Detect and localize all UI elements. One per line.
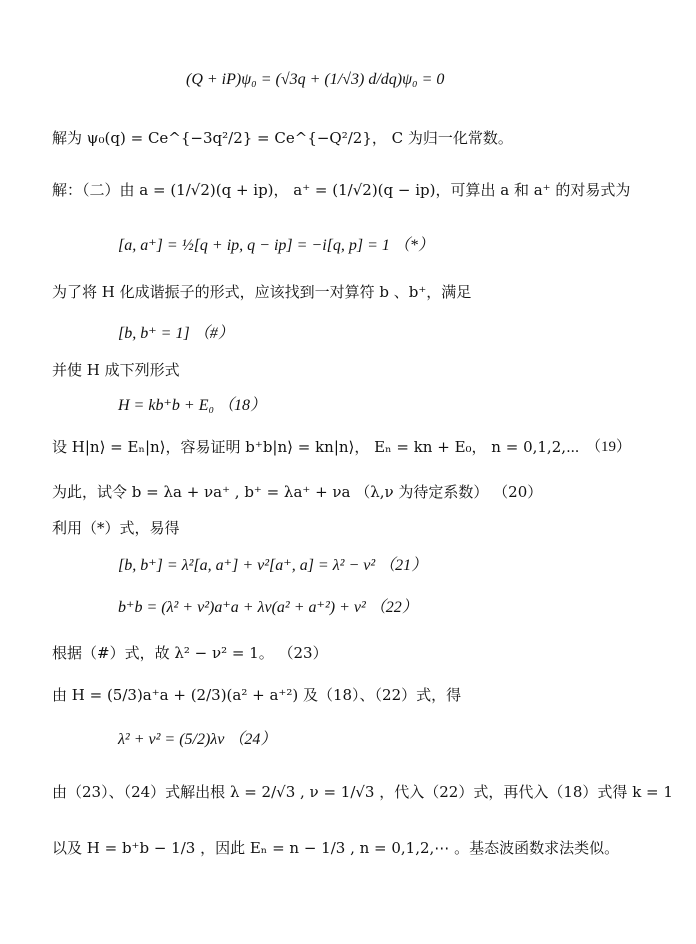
equation-b-commutator: [b, b⁺ = 1] （#） <box>118 325 234 342</box>
equation-20: 为此，试令 b = λa + νa⁺ , b⁺ = λa⁺ + νa （λ,ν 为待定系数） （20） <box>52 483 543 501</box>
equation-19-number: （19） <box>586 439 632 455</box>
equation-roots: 由（23）、（24）式解出根 λ = 2/√3 , ν = 1/√3 ，代入（22）式，再代入（18）式得 k = 1 <box>52 783 673 801</box>
equation-19: 设 H|n⟩ = Eₙ|n⟩，容易证明 b⁺b|n⟩ = kn|n⟩， Eₙ = kn + E₀， n = 0,1,2,⋯ <box>52 438 580 456</box>
text-use-star: 利用（*）式，易得 <box>52 519 180 537</box>
equation-commutator: [a, a⁺] = ½[q + ip, q − ip] = −i[q, p] = 1 （*） <box>118 237 434 254</box>
equation-24: λ² + ν² = (5/2)λν （24） <box>118 731 277 748</box>
equation-final: 以及 H = b⁺b − 1/3 ，因此 Eₙ = n − 1/3 , n = 0,1,2,⋯ 。基态波函数求法类似。 <box>52 839 620 857</box>
equation-23: 根据（#）式，故 λ² − ν² = 1。 （23） <box>52 644 328 662</box>
equation-H: 由 H = (5/3)a⁺a + (2/3)(a² + a⁺²) 及（18）、（22）式，得 <box>52 686 462 704</box>
solution2-definitions: 解：（二）由 a = (1/√2)(q + ip)， a⁺ = (1/√2)(q − ip)，可算出 a 和 a⁺ 的对易式为 <box>52 181 631 199</box>
equation-psi0: (Q + iP)ψ₀ = (√3q + (1/√3) d/dq)ψ₀ = 0 <box>186 71 445 88</box>
equation-22: b⁺b = (λ² + ν²)a⁺a + λν(a² + a⁺²) + ν² （22） <box>118 599 418 616</box>
text-oscillator: 为了将 H 化成谐振子的形式，应该找到一对算符 b 、b⁺，满足 <box>52 283 472 301</box>
equation-18: H = kb⁺b + E₀ （18） <box>118 397 267 414</box>
text-form: 并使 H 成下列形式 <box>52 361 180 379</box>
solution-psi: 解为 ψ₀(q) = Ce^{−3q²/2} = Ce^{−Q²/2}， C 为归一化常数。 <box>52 129 513 147</box>
equation-21: [b, b⁺] = λ²[a, a⁺] + ν²[a⁺, a] = λ² − ν² （21） <box>118 557 428 574</box>
